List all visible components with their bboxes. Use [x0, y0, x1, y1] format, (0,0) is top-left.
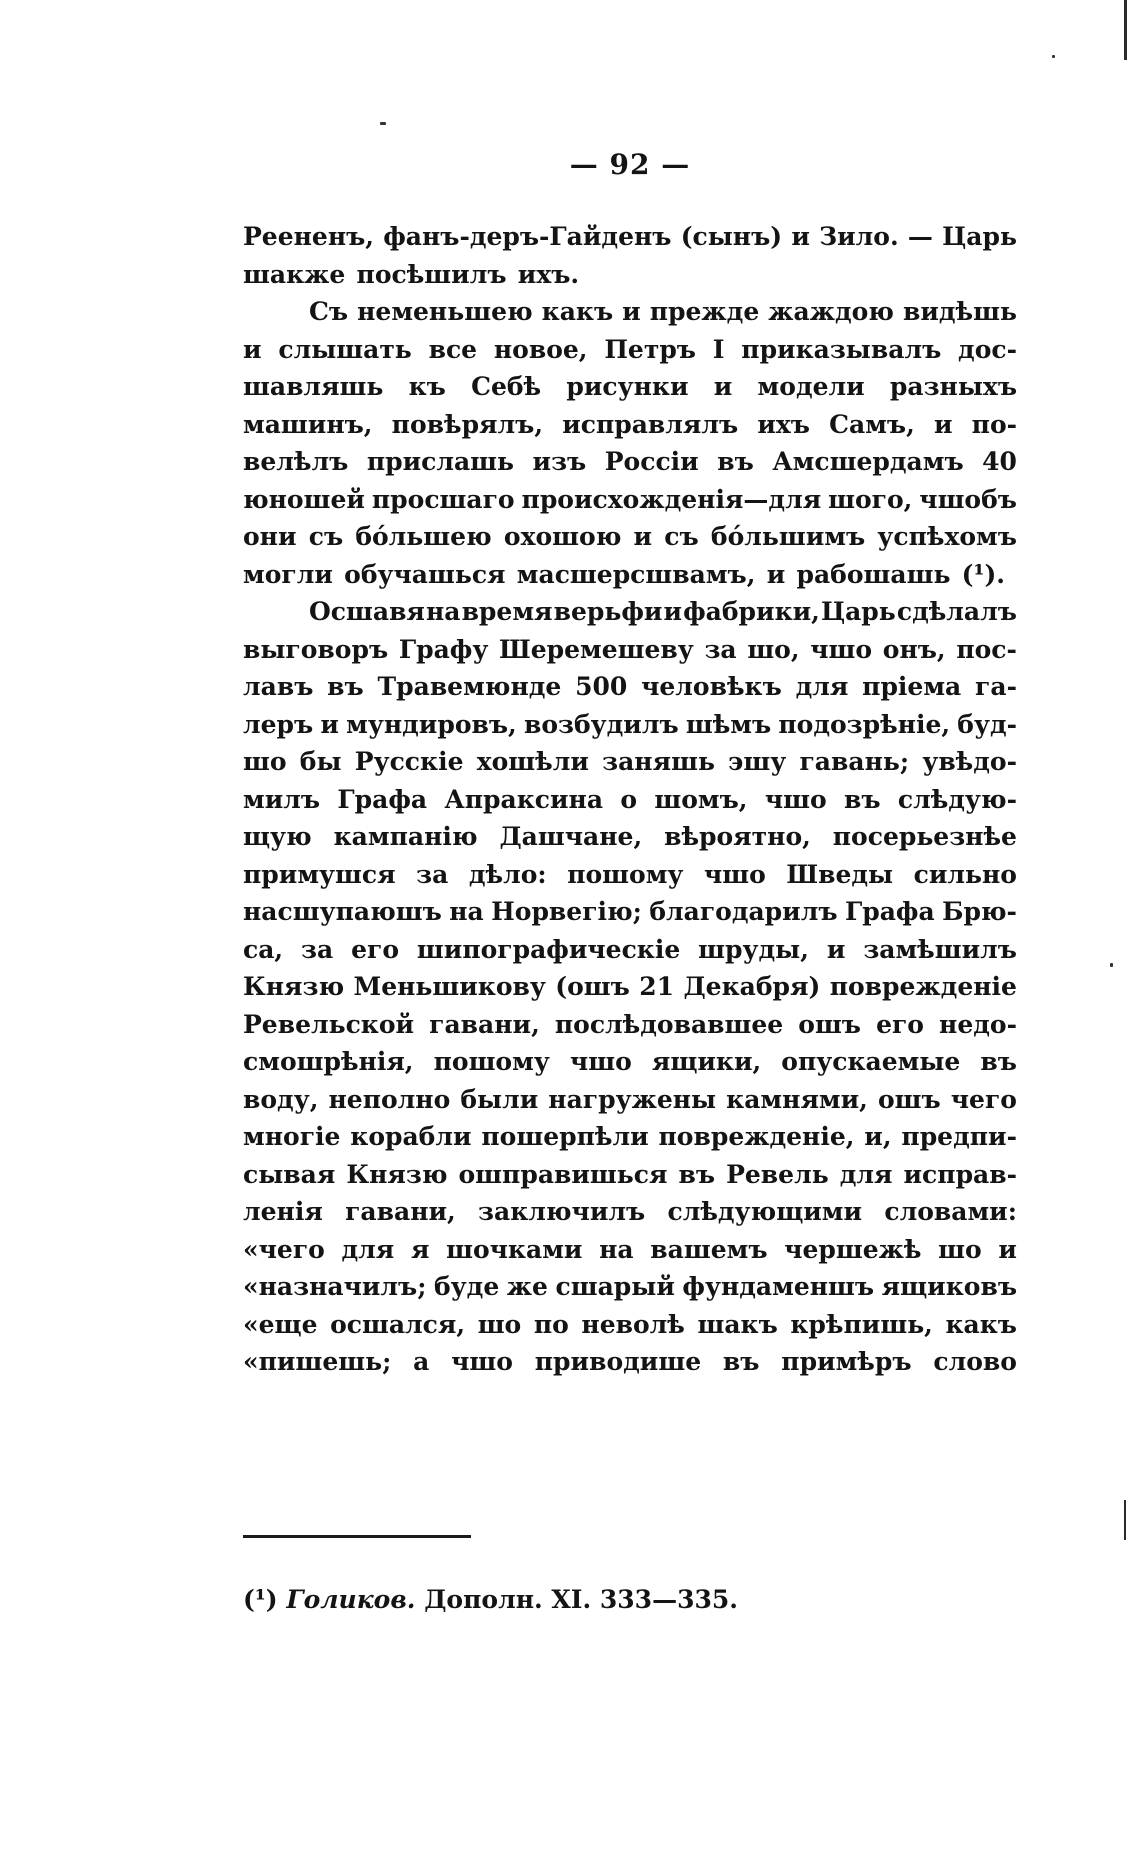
text-line: «назначилъ; буде же сшарый фундаменшъ ящиковъ [243, 1272, 1017, 1301]
text-line: «пишешь; а чшо приводише въ примѣръ слово [243, 1347, 1017, 1376]
text-line: воду, неполно были нагружены камнями, ошъ чего [243, 1084, 1017, 1114]
footnote [243, 1585, 738, 1614]
text-line: насшупаюшъ на Норвегію; благодарилъ Графа Брю- [243, 897, 1017, 926]
text-line: сывая Князю ошправишься въ Ревель для исправ- [243, 1159, 1017, 1189]
text-line: машинъ, повѣрялъ, исправлялъ ихъ Самъ, и по- [243, 409, 1017, 439]
text-line: Ревельской гавани, послѣдовавшее ошъ его недо- [243, 1009, 1017, 1039]
text-line: шакже посѣшилъ ихъ. [243, 259, 580, 289]
text-line: Реененъ, фанъ-деръ-Гайденъ (сынъ) и Зило. — Царь [243, 222, 1017, 251]
body-text [243, 218, 1017, 1381]
text-line: щую кампанію Дашчане, вѣроятно, посерьезнѣе [243, 822, 1017, 851]
footnote-reference: Дополн. XI. 333—335. [424, 1585, 738, 1614]
text-line: многіе корабли пошерпѣли поврежденіе, и, предпи- [243, 1122, 1017, 1151]
text-line: Осшавя на время верьфи и фабрики, Царь сдѣлалъ [309, 597, 1017, 626]
footnote-author: Голиков. [286, 1585, 416, 1614]
text-line: «чего для я шочками на вашемъ чершежѣ шо и [243, 1234, 1017, 1264]
text-line: юношей просшаго происхожденія—для шого, чшобъ [243, 484, 1017, 514]
text-line: велѣлъ прислашь изъ Россіи въ Амсшердамъ 40 [243, 447, 1017, 476]
text-line: Съ неменьшею какъ и прежде жаждою видѣшь [309, 297, 1017, 326]
text-line: шавляшь къ Себѣ рисунки и модели разныхъ [243, 372, 1017, 401]
page-edge-mark-top [1124, 0, 1127, 60]
scan-speck [1052, 55, 1055, 58]
text-line: милъ Графа Апраксина о шомъ, чшо въ слѣдую- [243, 784, 1017, 814]
text-line: и слышать все новое, Петръ I приказывалъ дос- [243, 334, 1017, 364]
text-line: лавъ въ Травемюнде 500 человѣкъ для пріема га- [243, 672, 1017, 701]
text-line: могли обучашься масшерсшвамъ, и рабошашь (¹). [243, 559, 1005, 589]
text-line: са, за его шипографическіе шруды, и замѣшилъ [243, 934, 1017, 964]
text-line: «еще осшался, шо по неволѣ шакъ крѣпишь, какъ [243, 1309, 1017, 1339]
text-line: ленія гавани, заключилъ слѣдующими словами: [243, 1197, 1017, 1226]
text-line: выговоръ Графу Шеремешеву за шо, чшо онъ, пос- [243, 634, 1017, 664]
scan-speck [380, 122, 386, 125]
text-line: Князю Меньшикову (ошъ 21 Декабря) поврежденіе [243, 972, 1017, 1001]
text-line: шо бы Русскіе хошѣли заняшь эшу гавань; увѣдо- [243, 747, 1017, 776]
page-number: — 92 — [569, 148, 691, 181]
footnote-marker: (¹) [243, 1585, 278, 1614]
text-line: примушся за дѣло: пошому чшо Шведы сильно [243, 859, 1017, 889]
text-line: леръ и мундировъ, возбудилъ шѣмъ подозрѣніе, буд- [243, 709, 1017, 739]
footnote-rule [243, 1535, 471, 1538]
text-line: смошрѣнія, пошому чшо ящики, опускаемые въ [243, 1047, 1017, 1076]
text-line: они съ бóльшею охошою и съ бóльшимъ успѣхомъ [243, 522, 1017, 551]
page-edge-mark-bottom [1124, 1500, 1126, 1540]
scan-speck [1110, 963, 1113, 967]
